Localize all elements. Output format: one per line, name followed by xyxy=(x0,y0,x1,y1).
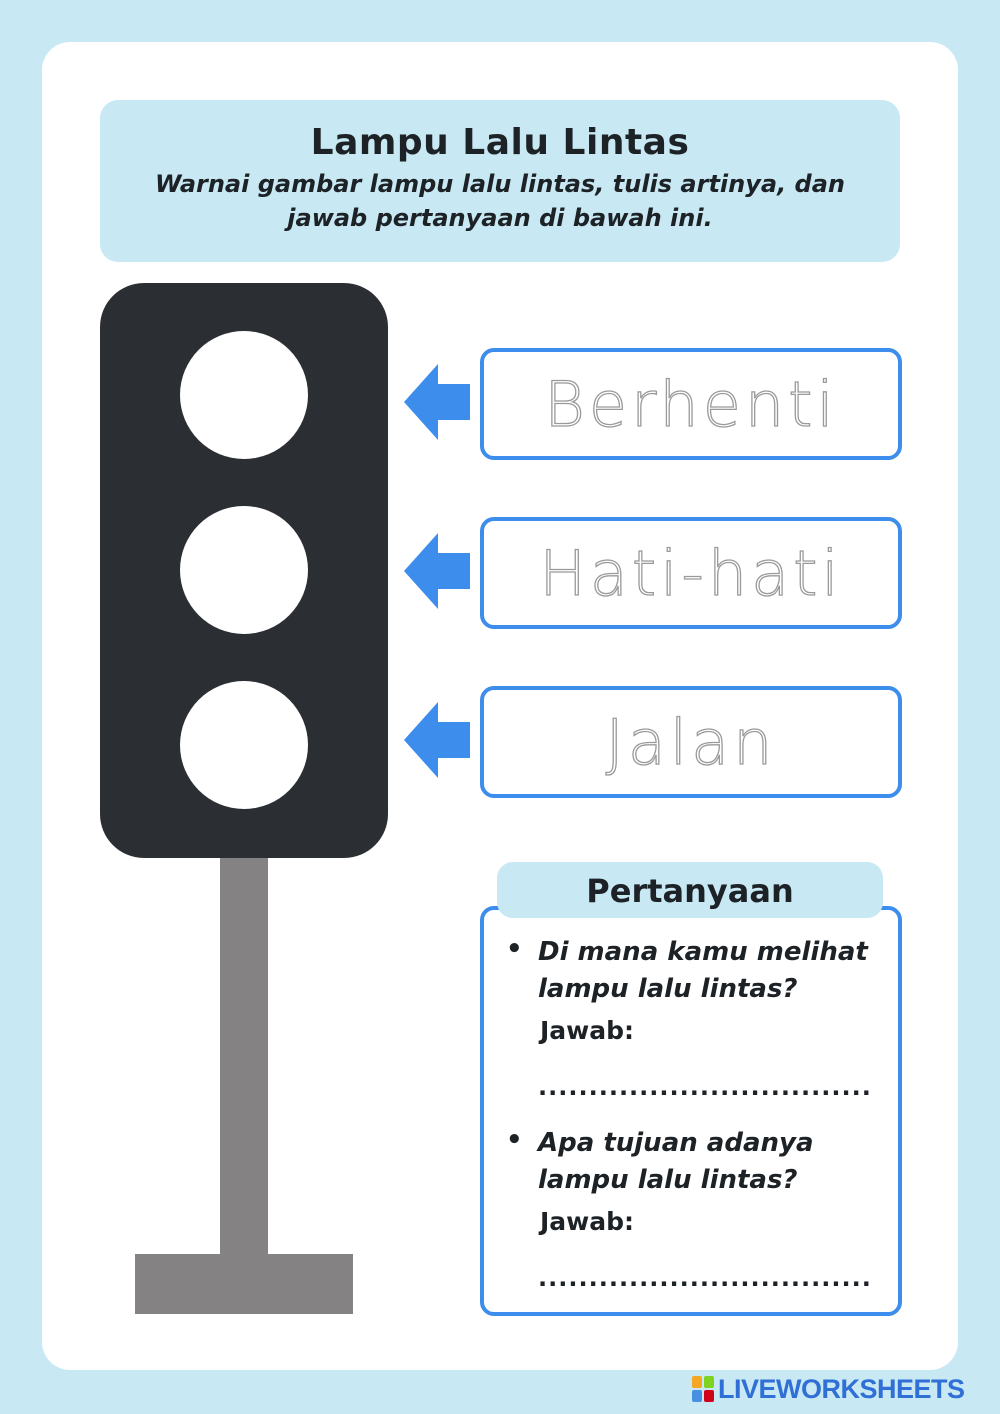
question-text: Apa tujuan adanya lampu lalu lintas? xyxy=(538,1128,814,1195)
bullet: • xyxy=(506,1125,523,1155)
middle-lamp[interactable] xyxy=(180,506,308,634)
traffic-light-head xyxy=(100,283,388,858)
arrow-left-icon xyxy=(404,364,470,440)
question-item xyxy=(506,934,876,1101)
questions-title: Pertanyaan xyxy=(497,862,883,918)
answer-label: Jawab: xyxy=(540,1207,635,1236)
logo-text: LIVEWORKSHEETS xyxy=(718,1373,965,1404)
arrow-left-icon xyxy=(404,702,470,778)
traced-word: Hati-hati xyxy=(539,536,843,610)
bottom-lamp[interactable] xyxy=(180,681,308,809)
bullet: • xyxy=(506,934,523,964)
arrow-left-icon xyxy=(404,533,470,609)
traffic-light-pole xyxy=(220,858,268,1258)
top-lamp[interactable] xyxy=(180,331,308,459)
page-title: Lampu Lalu Lintas xyxy=(310,122,690,163)
traffic-light-base xyxy=(135,1254,353,1314)
traced-word: Berhenti xyxy=(544,367,838,441)
questions-panel xyxy=(480,906,902,1316)
traced-word: Jalan xyxy=(605,705,777,779)
liveworksheets-logo xyxy=(692,1374,965,1404)
header-panel xyxy=(100,100,900,262)
logo-icon xyxy=(692,1376,714,1402)
question-item xyxy=(506,1125,876,1292)
answer-line[interactable]: ................................. xyxy=(538,1073,872,1101)
word-box-caution[interactable] xyxy=(480,517,902,629)
word-box-stop[interactable] xyxy=(480,348,902,460)
word-box-go[interactable] xyxy=(480,686,902,798)
answer-line[interactable]: ................................. xyxy=(538,1264,872,1292)
question-text: Di mana kamu melihat lampu lalu lintas? xyxy=(538,937,868,1004)
answer-label: Jawab: xyxy=(540,1016,635,1045)
page-instructions: Warnai gambar lampu lalu lintas, tulis artinya, dan jawab pertanyaan di bawah ini. xyxy=(154,170,846,232)
